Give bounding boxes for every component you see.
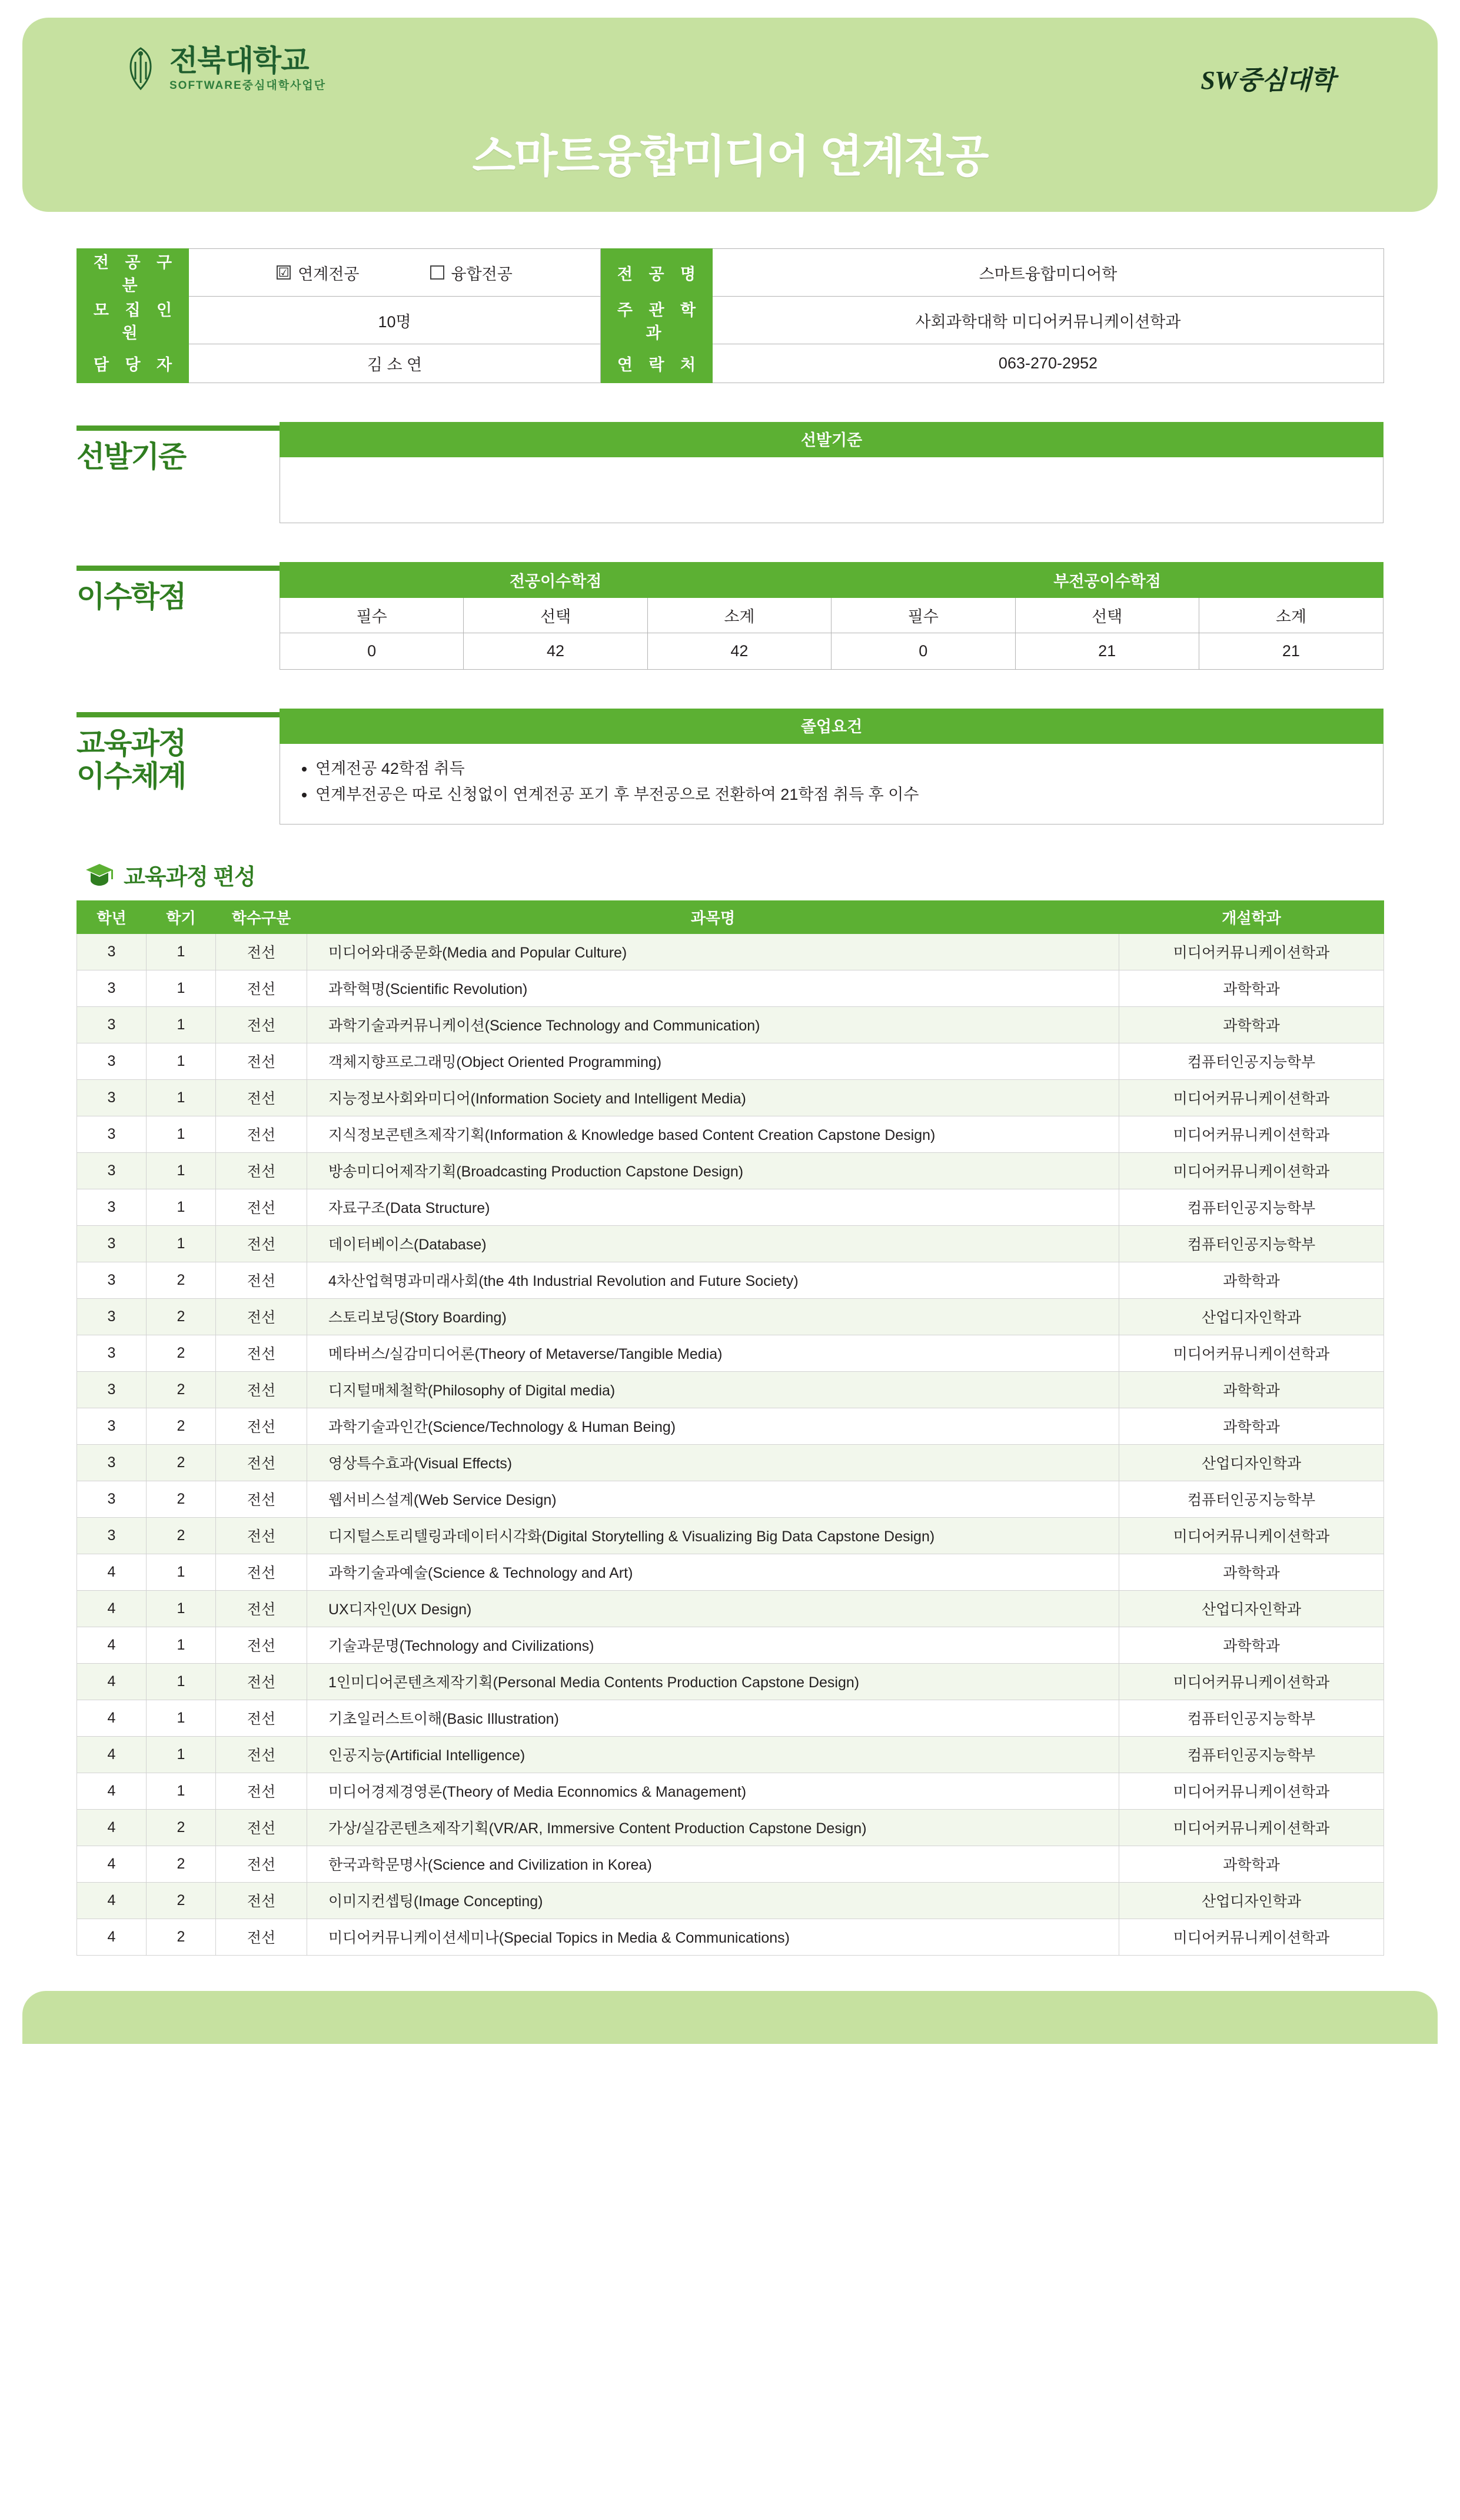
table-row	[77, 1882, 1384, 1919]
label-host-dept: 주 관 학 과	[601, 297, 713, 344]
cell-type: 전선	[216, 1444, 307, 1481]
cell-type: 전선	[216, 1189, 307, 1225]
page-title: 스마트융합미디어 연계전공	[472, 132, 988, 182]
university-logo	[122, 46, 326, 91]
cell-year: 3	[77, 1116, 147, 1152]
cell-subject: 한국과학문명사(Science and Civilization in Korea)	[307, 1846, 1119, 1882]
list-item: • 연계전공 42학점 취득	[315, 757, 1365, 782]
cell-term: 1	[147, 1152, 216, 1189]
cell-dept: 컴퓨터인공지능학부	[1119, 1481, 1384, 1517]
footer-bar	[22, 1991, 1438, 2044]
label-quota: 모 집 인 원	[77, 297, 189, 344]
cell-year: 4	[77, 1809, 147, 1846]
table-row	[77, 1189, 1384, 1225]
cell-term: 2	[147, 1335, 216, 1371]
table-row	[77, 1809, 1384, 1846]
cell-term: 2	[147, 1846, 216, 1882]
cell-term: 2	[147, 1481, 216, 1517]
graduation-title-line1: 교육과정	[77, 727, 186, 760]
graduation-table-header: 졸업요건	[280, 709, 1383, 744]
cell-term: 1	[147, 1773, 216, 1809]
cell-subject: 미디어커뮤니케이션세미나(Special Topics in Media & Communications)	[307, 1919, 1119, 1955]
table-row	[77, 1371, 1384, 1408]
credits-subhead-major-total: 소계	[647, 598, 831, 633]
cell-subject: 영상특수효과(Visual Effects)	[307, 1444, 1119, 1481]
cell-type: 전선	[216, 1225, 307, 1262]
cell-dept: 컴퓨터인공지능학부	[1119, 1189, 1384, 1225]
table-row	[77, 1116, 1384, 1152]
label-manager: 담 당 자	[77, 344, 189, 383]
cell-type: 전선	[216, 1006, 307, 1043]
cell-year: 3	[77, 1298, 147, 1335]
major-info-table	[77, 248, 1384, 383]
cell-dept: 미디어커뮤니케이션학과	[1119, 1079, 1384, 1116]
cell-year: 3	[77, 1079, 147, 1116]
credits-group-minor: 부전공이수학점	[832, 563, 1383, 598]
cell-dept: 미디어커뮤니케이션학과	[1119, 1919, 1384, 1955]
cell-type: 전선	[216, 1882, 307, 1919]
cell-term: 1	[147, 1043, 216, 1079]
cell-subject: 과학기술과인간(Science/Technology & Human Being)	[307, 1408, 1119, 1444]
graduation-heading	[77, 709, 280, 793]
credits-value-major-elective: 42	[464, 633, 647, 670]
cell-year: 4	[77, 1700, 147, 1736]
cell-dept: 산업디자인학과	[1119, 1882, 1384, 1919]
cell-term: 2	[147, 1262, 216, 1298]
credits-subhead-minor-total: 소계	[1199, 598, 1383, 633]
cell-dept: 산업디자인학과	[1119, 1590, 1384, 1627]
cell-subject: 스토리보딩(Story Boarding)	[307, 1298, 1119, 1335]
cell-type: 전선	[216, 1627, 307, 1663]
value-manager: 김 소 연	[189, 344, 601, 383]
column-dept: 개설학과	[1119, 900, 1384, 933]
cell-subject: 기초일러스트이해(Basic Illustration)	[307, 1700, 1119, 1736]
graduation-section	[77, 709, 1383, 825]
cell-subject: 기술과문명(Technology and Civilizations)	[307, 1627, 1119, 1663]
cell-subject: 1인미디어콘텐츠제작기획(Personal Media Contents Production Capstone Design)	[307, 1663, 1119, 1700]
credits-title: 이수학점	[77, 580, 186, 613]
cell-dept: 과학학과	[1119, 970, 1384, 1006]
cell-term: 1	[147, 970, 216, 1006]
credits-subhead-minor-required: 필수	[832, 598, 1015, 633]
curriculum-table	[77, 900, 1384, 1956]
credits-table	[280, 562, 1383, 670]
table-row	[77, 1079, 1384, 1116]
credits-subhead-major-required: 필수	[280, 598, 464, 633]
cell-dept: 산업디자인학과	[1119, 1444, 1384, 1481]
major-type-options	[189, 249, 601, 297]
cell-subject: 과학기술과커뮤니케이션(Science Technology and Communication)	[307, 1006, 1119, 1043]
graduation-title-line2: 이수체계	[77, 760, 186, 793]
cell-year: 3	[77, 1517, 147, 1554]
cell-term: 1	[147, 1663, 216, 1700]
cell-subject: 디지털매체철학(Philosophy of Digital media)	[307, 1371, 1119, 1408]
cell-subject: 가상/실감콘텐츠제작기획(VR/AR, Immersive Content Production Capstone Design)	[307, 1809, 1119, 1846]
cell-term: 1	[147, 1590, 216, 1627]
credits-group-major: 전공이수학점	[280, 563, 832, 598]
table-row	[77, 1627, 1384, 1663]
selection-criteria-section	[77, 422, 1383, 523]
cell-dept: 과학학과	[1119, 1006, 1384, 1043]
checkbox-converged-major-label: 융합전공	[451, 265, 513, 283]
table-row	[77, 297, 1384, 344]
value-major-name: 스마트융합미디어학	[713, 249, 1384, 297]
table-row	[77, 1700, 1384, 1736]
cell-year: 3	[77, 1444, 147, 1481]
credits-value-major-required: 0	[280, 633, 464, 670]
cell-year: 3	[77, 1481, 147, 1517]
table-row	[77, 1590, 1384, 1627]
cell-term: 2	[147, 1444, 216, 1481]
cell-dept: 미디어커뮤니케이션학과	[1119, 933, 1384, 970]
cell-subject: 방송미디어제작기획(Broadcasting Production Capstone Design)	[307, 1152, 1119, 1189]
cell-type: 전선	[216, 1517, 307, 1554]
table-row	[280, 563, 1383, 598]
cell-term: 2	[147, 1809, 216, 1846]
cell-term: 1	[147, 1554, 216, 1590]
cell-term: 1	[147, 1116, 216, 1152]
cell-year: 4	[77, 1846, 147, 1882]
cell-subject: 과학혁명(Scientific Revolution)	[307, 970, 1119, 1006]
cell-type: 전선	[216, 1590, 307, 1627]
value-contact: 063-270-2952	[713, 344, 1384, 383]
cell-dept: 미디어커뮤니케이션학과	[1119, 1116, 1384, 1152]
checkbox-linked-major-label: 연계전공	[298, 265, 360, 283]
table-row	[77, 1408, 1384, 1444]
table-row	[77, 1298, 1384, 1335]
credits-heading	[77, 562, 280, 613]
cell-subject: 미디어경제경영론(Theory of Media Econnomics & Management)	[307, 1773, 1119, 1809]
sw-university-mark: SW중심대학	[1200, 66, 1335, 95]
cell-type: 전선	[216, 1371, 307, 1408]
cell-year: 3	[77, 1006, 147, 1043]
cell-term: 2	[147, 1408, 216, 1444]
credits-subhead-major-elective: 선택	[464, 598, 647, 633]
curriculum-heading	[77, 859, 1383, 891]
table-row	[77, 1152, 1384, 1189]
cell-year: 4	[77, 1882, 147, 1919]
cell-dept: 과학학과	[1119, 1554, 1384, 1590]
value-host-dept: 사회과학대학 미디어커뮤니케이션학과	[713, 297, 1384, 344]
cell-type: 전선	[216, 1152, 307, 1189]
value-quota: 10명	[189, 297, 601, 344]
credits-value-major-total: 42	[647, 633, 831, 670]
table-row	[77, 1554, 1384, 1590]
cell-year: 4	[77, 1663, 147, 1700]
table-row	[77, 1225, 1384, 1262]
table-row	[77, 1043, 1384, 1079]
cell-year: 4	[77, 1590, 147, 1627]
cell-subject: UX디자인(UX Design)	[307, 1590, 1119, 1627]
page-header	[22, 18, 1438, 212]
cell-type: 전선	[216, 1846, 307, 1882]
label-major-type: 전 공 구 분	[77, 249, 189, 297]
checkbox-checked-icon: ☑	[277, 265, 291, 280]
table-row	[77, 1335, 1384, 1371]
credits-value-minor-total: 21	[1199, 633, 1383, 670]
cell-dept: 컴퓨터인공지능학부	[1119, 1736, 1384, 1773]
university-subtitle: SOFTWARE중심대학사업단	[169, 79, 327, 92]
cell-year: 3	[77, 1371, 147, 1408]
cell-term: 2	[147, 1298, 216, 1335]
selection-table-header: 선발기준	[280, 422, 1383, 457]
cell-year: 3	[77, 970, 147, 1006]
credits-subhead-minor-elective: 선택	[1015, 598, 1199, 633]
cell-type: 전선	[216, 1736, 307, 1773]
university-name: 전북대학교	[169, 44, 309, 77]
cell-dept: 산업디자인학과	[1119, 1298, 1384, 1335]
cell-dept: 미디어커뮤니케이션학과	[1119, 1335, 1384, 1371]
table-row	[77, 249, 1384, 297]
cell-term: 1	[147, 1627, 216, 1663]
cell-term: 2	[147, 1517, 216, 1554]
cell-dept: 과학학과	[1119, 1846, 1384, 1882]
checkbox-unchecked-icon	[430, 265, 444, 280]
credits-value-minor-elective: 21	[1015, 633, 1199, 670]
cell-type: 전선	[216, 1554, 307, 1590]
cell-subject: 지능정보사회와미디어(Information Society and Intelligent Media)	[307, 1079, 1119, 1116]
credits-section	[77, 562, 1383, 670]
cell-year: 3	[77, 1225, 147, 1262]
cell-year: 4	[77, 1627, 147, 1663]
column-term: 학기	[147, 900, 216, 933]
cell-term: 1	[147, 1189, 216, 1225]
university-crest-icon	[122, 46, 159, 91]
cell-dept: 미디어커뮤니케이션학과	[1119, 1663, 1384, 1700]
table-row	[280, 633, 1383, 670]
cell-type: 전선	[216, 970, 307, 1006]
cell-dept: 컴퓨터인공지능학부	[1119, 1700, 1384, 1736]
cell-term: 1	[147, 1700, 216, 1736]
cell-dept: 미디어커뮤니케이션학과	[1119, 1773, 1384, 1809]
cell-term: 2	[147, 1882, 216, 1919]
cell-subject: 객체지향프로그래밍(Object Oriented Programming)	[307, 1043, 1119, 1079]
curriculum-title: 교육과정 편성	[124, 865, 255, 890]
cell-term: 1	[147, 933, 216, 970]
cell-type: 전선	[216, 1116, 307, 1152]
cell-year: 3	[77, 1043, 147, 1079]
cell-year: 3	[77, 1262, 147, 1298]
cell-type: 전선	[216, 1700, 307, 1736]
cell-subject: 자료구조(Data Structure)	[307, 1189, 1119, 1225]
cell-subject: 인공지능(Artificial Intelligence)	[307, 1736, 1119, 1773]
cell-year: 3	[77, 1335, 147, 1371]
graduation-requirements-body	[280, 744, 1383, 825]
column-year: 학년	[77, 900, 147, 933]
table-row	[77, 1773, 1384, 1809]
cell-type: 전선	[216, 1919, 307, 1955]
cell-dept: 과학학과	[1119, 1627, 1384, 1663]
table-row	[77, 1006, 1384, 1043]
cell-subject: 웹서비스설계(Web Service Design)	[307, 1481, 1119, 1517]
cell-dept: 과학학과	[1119, 1408, 1384, 1444]
cell-type: 전선	[216, 1773, 307, 1809]
cell-subject: 이미지컨셉팅(Image Concepting)	[307, 1882, 1119, 1919]
selection-criteria-heading	[77, 422, 280, 473]
table-row	[77, 1262, 1384, 1298]
table-row	[77, 1663, 1384, 1700]
cell-term: 2	[147, 1919, 216, 1955]
selection-criteria-title: 선발기준	[77, 440, 186, 473]
list-item: • 연계부전공은 따로 신청없이 연계전공 포기 후 부전공으로 전환하여 21학점 취득 후 이수	[315, 783, 1365, 807]
cell-type: 전선	[216, 1043, 307, 1079]
cell-term: 2	[147, 1371, 216, 1408]
graduation-cap-icon	[85, 862, 114, 887]
credits-value-minor-required: 0	[832, 633, 1015, 670]
table-row	[77, 1517, 1384, 1554]
cell-term: 1	[147, 1079, 216, 1116]
cell-subject: 디지털스토리텔링과데이터시각화(Digital Storytelling & Visualizing Big Data Capstone Design)	[307, 1517, 1119, 1554]
table-row	[77, 970, 1384, 1006]
cell-type: 전선	[216, 1262, 307, 1298]
label-contact: 연 락 처	[601, 344, 713, 383]
table-row	[77, 344, 1384, 383]
cell-subject: 미디어와대중문화(Media and Popular Culture)	[307, 933, 1119, 970]
cell-type: 전선	[216, 1408, 307, 1444]
cell-subject: 메타버스/실감미디어론(Theory of Metaverse/Tangible Media)	[307, 1335, 1119, 1371]
cell-type: 전선	[216, 1298, 307, 1335]
cell-type: 전선	[216, 1809, 307, 1846]
cell-dept: 미디어커뮤니케이션학과	[1119, 1809, 1384, 1846]
table-row	[280, 598, 1383, 633]
cell-year: 3	[77, 1152, 147, 1189]
cell-year: 4	[77, 1736, 147, 1773]
cell-type: 전선	[216, 1663, 307, 1700]
cell-subject: 데이터베이스(Database)	[307, 1225, 1119, 1262]
cell-year: 3	[77, 1408, 147, 1444]
checkbox-converged-major[interactable]	[430, 261, 513, 284]
poster-page	[0, 18, 1460, 2520]
table-row	[77, 1736, 1384, 1773]
table-row	[77, 1481, 1384, 1517]
cell-type: 전선	[216, 1481, 307, 1517]
cell-term: 1	[147, 1006, 216, 1043]
selection-table-body	[280, 457, 1383, 523]
heading-bar	[77, 566, 281, 571]
cell-year: 3	[77, 933, 147, 970]
checkbox-linked-major[interactable]	[277, 261, 359, 284]
cell-year: 3	[77, 1189, 147, 1225]
cell-subject: 4차산업혁명과미래사회(the 4th Industrial Revolution and Future Society)	[307, 1262, 1119, 1298]
cell-subject: 과학기술과예술(Science & Technology and Art)	[307, 1554, 1119, 1590]
cell-year: 4	[77, 1773, 147, 1809]
cell-dept: 컴퓨터인공지능학부	[1119, 1225, 1384, 1262]
cell-term: 1	[147, 1736, 216, 1773]
cell-dept: 과학학과	[1119, 1371, 1384, 1408]
table-row	[77, 1919, 1384, 1955]
cell-year: 4	[77, 1919, 147, 1955]
table-row	[77, 1846, 1384, 1882]
column-subject: 과목명	[307, 900, 1119, 933]
cell-subject: 지식정보콘텐츠제작기획(Information & Knowledge based Content Creation Capstone Design)	[307, 1116, 1119, 1152]
cell-dept: 과학학과	[1119, 1262, 1384, 1298]
table-row	[77, 933, 1384, 970]
label-major-name: 전 공 명	[601, 249, 713, 297]
cell-type: 전선	[216, 1335, 307, 1371]
cell-type: 전선	[216, 1079, 307, 1116]
table-header-row	[77, 900, 1384, 933]
column-type: 학수구분	[216, 900, 307, 933]
cell-term: 1	[147, 1225, 216, 1262]
heading-bar	[77, 712, 281, 717]
cell-dept: 미디어커뮤니케이션학과	[1119, 1152, 1384, 1189]
cell-year: 4	[77, 1554, 147, 1590]
table-row	[77, 1444, 1384, 1481]
cell-type: 전선	[216, 933, 307, 970]
heading-bar	[77, 425, 281, 431]
cell-dept: 미디어커뮤니케이션학과	[1119, 1517, 1384, 1554]
cell-dept: 컴퓨터인공지능학부	[1119, 1043, 1384, 1079]
